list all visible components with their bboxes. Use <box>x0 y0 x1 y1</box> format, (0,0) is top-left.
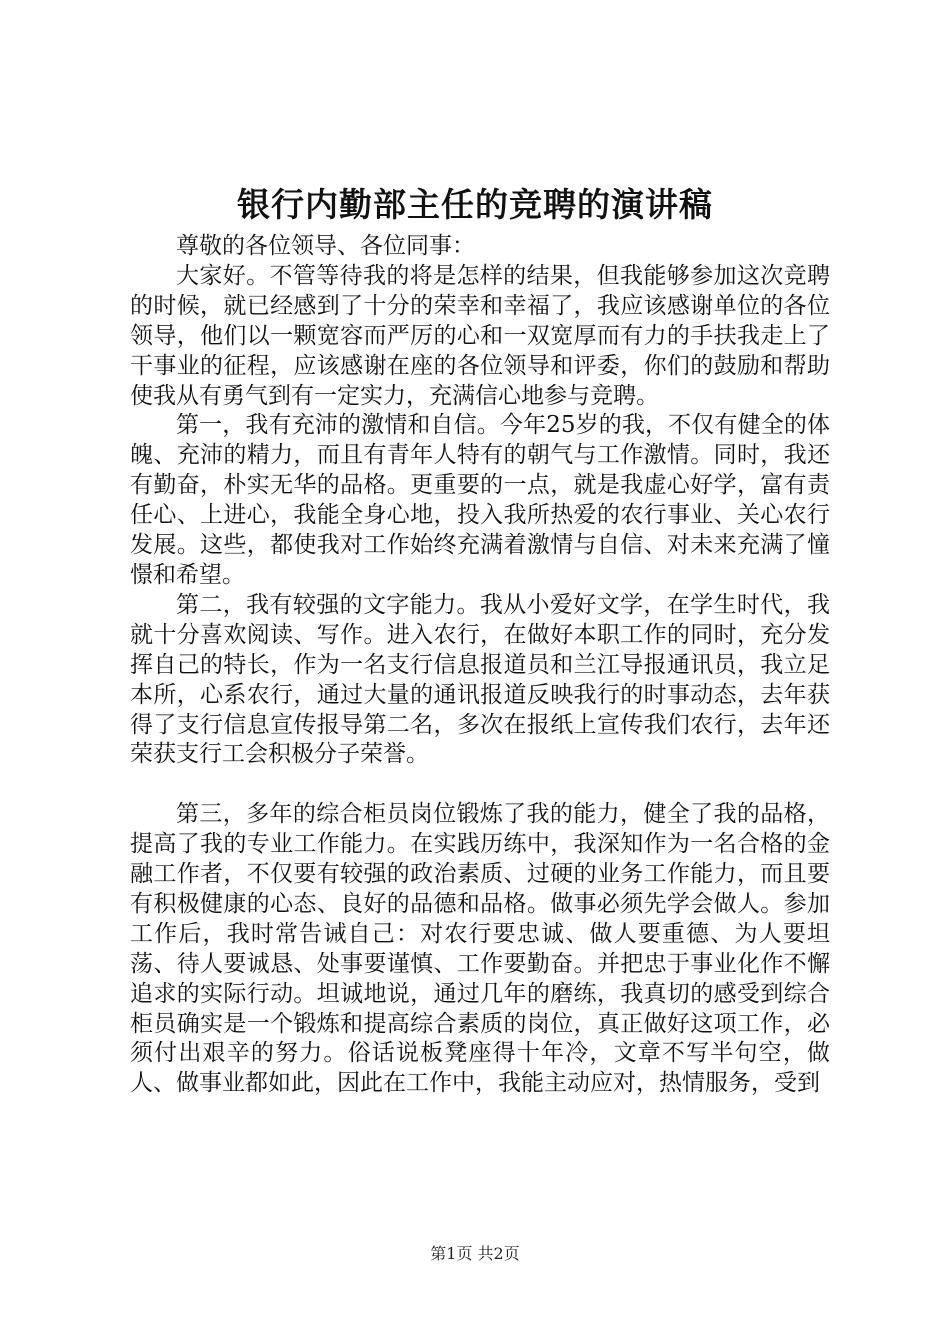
greeting-paragraph: 大家好。不管等待我的将是怎样的结果，但我能够参加这次竞聘的时候，就已经感到了十分的荣幸和幸福了，我应该感谢单位的各位领导，他们以一颗宽容而严厉的心和一双宽厚而有力的手扶我走上了干事业的征程，应该感谢在座的各位领导和评委，你们的鼓励和帮助使我从有勇气到有一定实力，充满信心地参与竞聘。 <box>130 262 830 409</box>
page-number-footer: 第1页 共2页 <box>430 1244 520 1263</box>
document-title: 银行内勤部主任的竞聘的演讲稿 <box>237 185 713 224</box>
document-body <box>130 232 830 1099</box>
salutation-paragraph: 尊敬的各位领导、各位同事： <box>176 233 475 259</box>
third-point-paragraph: 第三，多年的综合柜员岗位锻炼了我的能力，健全了我的品格，提高了我的专业工作能力。在实践历练中，我深知作为一名合格的金融工作者，不仅要有较强的政治素质、过硬的业务工作能力，而且要有积极健康的心态、良好的品德和品格。做事必须先学会做人。参加工作后，我时常告诫自己：对农行要忠诚、做人要重德、为人要坦荡、待人要诚恳、处事要谨慎、工作要勤奋。并把忠于事业化作不懈追求的实际行动。坦诚地说，通过几年的磨练，我真切的感受到综合柜员确实是一个锻炼和提高综合素质的岗位，真正做好这项工作，必须付出艰辛的努力。俗话说板凳座得十年冷，文章不写半句空，做人、做事业都如此，因此在工作中，我能主动应对，热情服务，受到 <box>130 801 830 1097</box>
first-point-paragraph: 第一，我有充沛的激情和自信。今年25岁的我，不仅有健全的体魄、充沛的精力，而且有青年人特有的朝气与工作激情。同时，我还有勤奋，朴实无华的品格。更重要的一点，就是我虚心好学，富有责任心、上进心，我能全身心地，投入我所热爱的农行事业、关心农行发展。这些，都使我对工作始终充满着激情与自信、对未来充满了憧憬和希望。 <box>130 412 830 588</box>
second-point-paragraph: 第二，我有较强的文字能力。我从小爱好文学，在学生时代，我就十分喜欢阅读、写作。进入农行，在做好本职工作的同时，充分发挥自己的特长，作为一名支行信息报道员和兰江导报通讯员，我立足本所，心系农行，通过大量的通讯报道反映我行的时事动态，去年获得了支行信息宣传报导第二名，多次在报纸上宣传我们农行，去年还荣获支行工会积极分子荣誉。 <box>130 591 830 768</box>
